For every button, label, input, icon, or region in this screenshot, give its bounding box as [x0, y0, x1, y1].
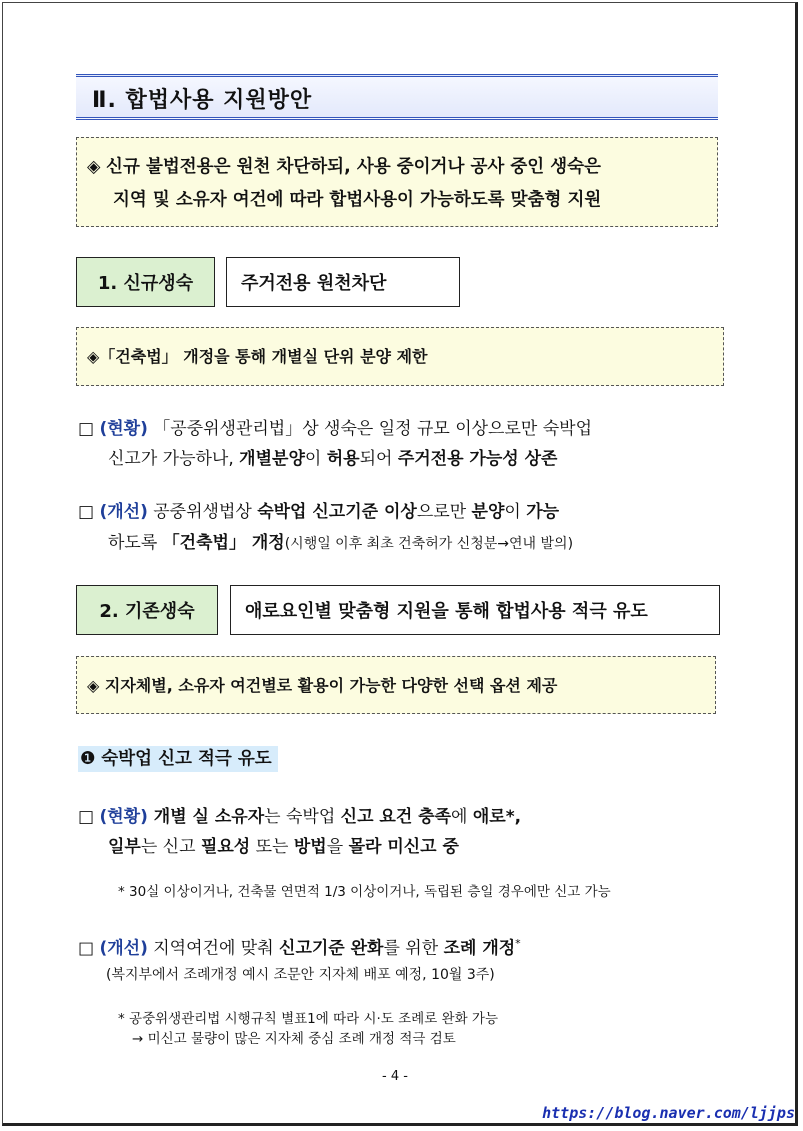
part2-label: 2. 기존생숙	[76, 585, 218, 635]
checkbox-icon: □	[78, 419, 95, 439]
part2-desc: 애로요인별 맞춤형 지원을 통해 합법사용 적극 유도	[230, 585, 720, 635]
sub1-improve-footnote1: * 공중위생관리법 시행규칙 별표1에 따라 시·도 조례로 완화 가능	[118, 1011, 498, 1027]
sub1-improve-line1: □ (개선) 지역여건에 맞춰 신고기준 완화를 위한 조례 개정*	[78, 937, 521, 959]
sub1-improve-line2: (복지부에서 조례개정 예시 조문안 지자체 배포 예정, 10월 3주)	[106, 967, 495, 983]
summary-line-2: 지역 및 소유자 여건에 따라 합법사용이 가능하도록 맞춤형 지원	[113, 190, 602, 210]
status-tag: (개선)	[99, 938, 148, 959]
summary-box	[76, 137, 718, 227]
diamond-bullet-icon: ◈	[87, 157, 101, 177]
checkbox-icon: □	[78, 502, 95, 522]
section-title: Ⅱ. 합법사용 지원방안	[92, 88, 313, 113]
status-tag: (현황)	[99, 419, 148, 439]
status-tag: (개선)	[99, 502, 148, 522]
section-heading-bar	[76, 74, 718, 120]
checkbox-icon: □	[78, 807, 95, 827]
numbered-bullet-icon: ❶	[80, 749, 96, 769]
part1-note: ◈「건축법」 개정을 통해 개별실 단위 분양 제한	[87, 347, 428, 366]
checkbox-icon: □	[78, 938, 95, 959]
sub1-current-line2: 일부는 신고 필요성 또는 방법을 몰라 미신고 중	[108, 837, 459, 857]
sub1-current-line1: □ (현황) 개별 실 소유자는 숙박업 신고 요건 충족에 애로*,	[78, 807, 522, 827]
part1-improve-line1: □ (개선) 공중위생법상 숙박업 신고기준 이상으로만 분양이 가능	[78, 502, 560, 522]
sub1-heading	[78, 746, 278, 772]
part1-improve-line2: 하도록 「건축법」 개정(시행일 이후 최초 건축허가 신청분→연내 발의)	[108, 533, 574, 553]
sub1-title: 숙박업 신고 적극 유도	[101, 749, 272, 769]
blog-url-watermark: https://blog.naver.com/ljjps	[542, 1104, 795, 1122]
part2-note-box	[76, 656, 716, 714]
part2-note: ◈ 지자체별, 소유자 여건별로 활용이 가능한 다양한 선택 옵션 제공	[87, 676, 558, 695]
status-tag: (현황)	[99, 807, 148, 827]
part1-label: 1. 신규생숙	[76, 257, 215, 307]
part1-current-line2: 신고가 가능하나, 개별분양이 허용되어 주거전용 가능성 상존	[108, 449, 558, 469]
sub1-current-footnote: * 30실 이상이거나, 건축물 연면적 1/3 이상이거나, 독립된 층일 경우에만 신고 가능	[118, 884, 611, 900]
part1-desc: 주거전용 원천차단	[226, 257, 460, 307]
page-number: - 4 -	[382, 1069, 408, 1084]
sub1-improve-footnote2: → 미신고 물량이 많은 지자체 중심 조례 개정 적극 검토	[132, 1031, 456, 1047]
part1-note-box	[76, 327, 724, 386]
part1-current-line1: □ (현황) 「공중위생관리법」상 생숙은 일정 규모 이상으로만 숙박업	[78, 419, 592, 439]
summary-line-1: ◈ 신규 불법전용은 원천 차단하되, 사용 중이거나 공사 중인 생숙은	[87, 157, 601, 177]
